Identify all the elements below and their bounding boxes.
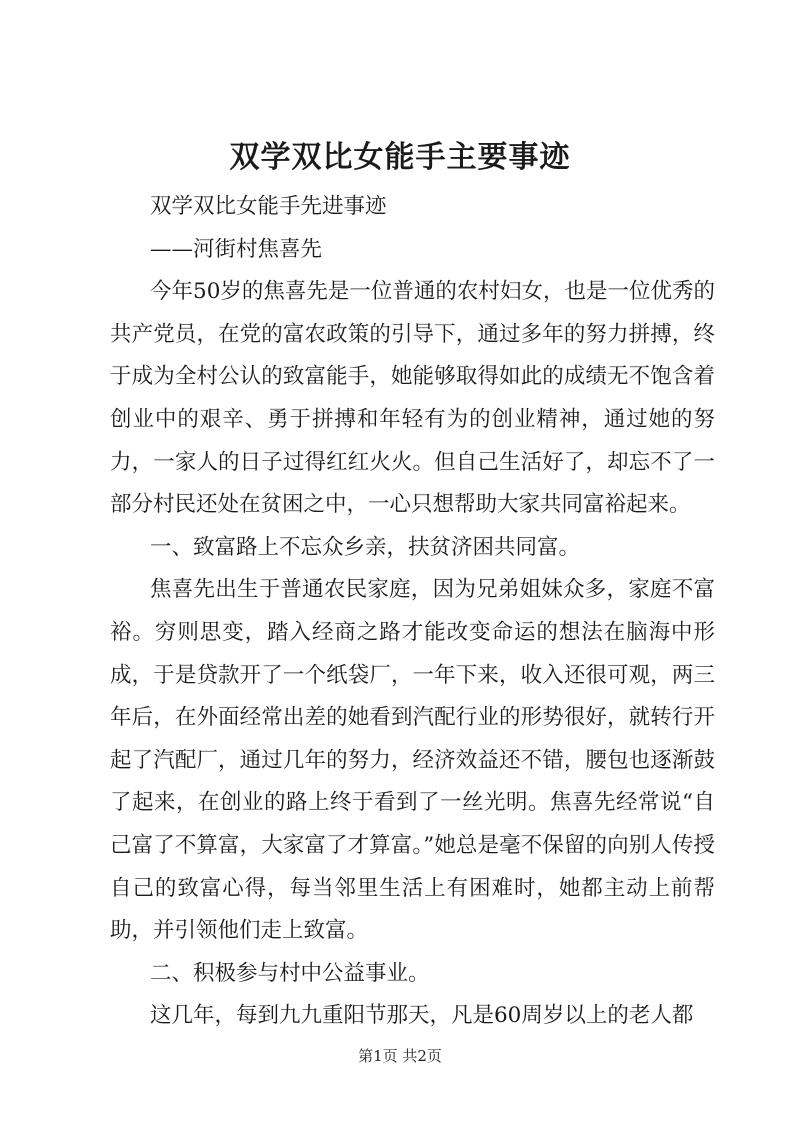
page-footer: 第1页 共2页 [358, 1047, 442, 1065]
paragraph: 这几年，每到九九重阳节那天，凡是60周岁以上的老人都 [150, 1003, 694, 1029]
document-title: 双学双比女能手主要事迹 [229, 140, 571, 175]
section-heading: 二、积极参与村中公益事业。 [150, 960, 430, 986]
document-body [110, 186, 715, 1038]
byline: ——河街村焦喜先 [150, 236, 323, 262]
subtitle: 双学双比女能手先进事迹 [150, 194, 387, 219]
section-heading: 一、致富路上不忘众乡亲，扶贫济困共同富。 [150, 534, 581, 560]
paragraph: 焦喜先出生于普通农民家庭，因为兄弟姐妹众多，家庭不富裕。穷则思变，踏入经商之路才能改变命运的想法在脑海中形成，于是贷款开了一个纸袋厂，一年下来，收入还很可观，两三年后，在外面经常出差的她看到汽配行业的形势很好，就转行开起了汽配厂，通过几年的努力，经济效益还不错，腰包也逐渐鼓了起来，在创业的路上终于看到了一丝光明。焦喜先经常说“自己富了不算富，大家富了才算富。”她总是毫不保留的向别人传授自己的致富心得，每当邻里生活上有困难时，她都主动上前帮助，并引领他们走上致富。 [110, 577, 715, 944]
paragraph: 今年50岁的焦喜先是一位普通的农村妇女，也是一位优秀的共产党员，在党的富农政策的引导下，通过多年的努力拼搏，终于成为全村公认的致富能手，她能够取得如此的成绩无不饱含着创业中的艰辛、勇于拼搏和年轻有为的创业精神，通过她的努力，一家人的日子过得红红火火。但自己生活好了，却忘不了一部分村民还处在贫困之中，一心只想帮助大家共同富裕起来。 [110, 279, 715, 518]
